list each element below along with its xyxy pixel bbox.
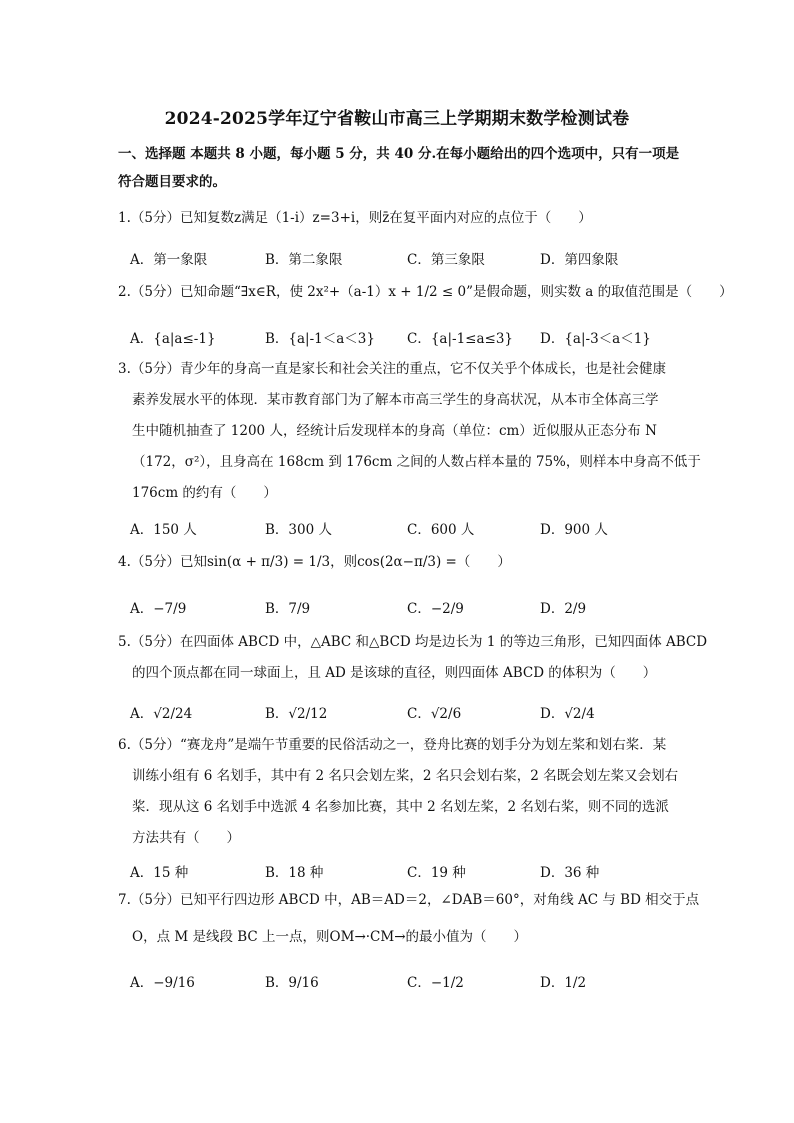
option-d: D．{a|-3＜a＜1} (540, 331, 651, 347)
question-2-options (130, 327, 690, 349)
question-3-stem-line: 176cm 的约有（ ） (132, 485, 277, 501)
option-a: A．−9/16 (130, 975, 195, 991)
question-5-stem-line: 的四个顶点都在同一球面上，且 AD 是该球的直径，则四面体 ABCD 的体积为（ ） (132, 665, 657, 681)
option-b: B．7/9 (265, 601, 311, 617)
question-7-options (130, 971, 690, 993)
question-5-options (130, 702, 690, 724)
option-b: B．18 种 (265, 865, 324, 881)
option-b: B．{a|-1＜a＜3} (265, 331, 375, 347)
question-2 (118, 277, 733, 308)
option-d: D．1/2 (540, 975, 587, 991)
section-line-1: 一、选择题 本题共 8 小题，每小题 5 分，共 40 分.在每小题给出的四个选项中，只有一项是 (118, 146, 680, 162)
option-b: B．9/16 (265, 975, 319, 991)
option-d: D．2/9 (540, 601, 587, 617)
question-6-stem-line: 方法共有（ ） (132, 830, 240, 846)
option-c: C．−2/9 (407, 601, 464, 617)
question-6-stem-line: 桨．现从这 6 名划手中选派 4 名参加比赛，其中 2 名划左桨，2 名划右桨，则不同的选派 (132, 799, 669, 815)
option-a: A．150 人 (130, 522, 197, 538)
exam-title: 2024-2025学年辽宁省鞍山市高三上学期期末数学检测试卷 (164, 109, 630, 129)
question-2-stem: 2.（5分）已知命题“∃x∈R，使 2x²+（a-1）x + 1/2 ≤ 0”是假命题，则实数 a 的取值范围是（ ） (118, 284, 733, 300)
question-3-stem-line: 生中随机抽查了 1200 人，经统计后发现样本的身高（单位：cm）近似服从正态分布 N (132, 423, 657, 439)
option-a: A．15 种 (130, 865, 189, 881)
option-b: B．300 人 (265, 522, 332, 538)
question-4-options (130, 597, 690, 619)
option-a: A．−7/9 (130, 601, 187, 617)
option-a: A．√2/24 (130, 706, 193, 722)
option-c: C．−1/2 (407, 975, 464, 991)
option-a: A．第一象限 (130, 252, 208, 268)
question-1-options (130, 248, 690, 270)
option-a: A．{a|a≤-1} (130, 331, 216, 347)
question-3-stem-line: 素养发展水平的体现．某市教育部门为了解本市高三学生的身高状况，从本市全体高三学 (132, 392, 659, 408)
question-6-stem-line: 训练小组有 6 名划手，其中有 2 名只会划左桨，2 名只会划右桨，2 名既会划左桨又会划右 (132, 768, 679, 784)
option-d: D．900 人 (540, 522, 608, 538)
question-3-options (130, 518, 690, 540)
question-7-stem-line: 7.（5分）已知平行四边形 ABCD 中，AB＝AD＝2，∠DAB＝60°，对角线 AC 与 BD 相交于点 (118, 892, 700, 908)
question-1-stem: 1.（5分）已知复数z满足（1-i）z=3+i，则z̄在复平面内对应的点位于（ ） (118, 210, 592, 226)
question-7-stem-line: O，点 M 是线段 BC 上一点，则OM→·CM→的最小值为（ ） (132, 929, 528, 945)
option-c: C．{a|-1≤a≤3} (407, 331, 514, 347)
option-d: D．36 种 (540, 865, 600, 881)
option-c: C．√2/6 (407, 706, 462, 722)
option-d: D．√2/4 (540, 706, 595, 722)
option-c: C．19 种 (407, 865, 466, 881)
question-4-stem: 4.（5分）已知sin(α + π/3) = 1/3，则cos(2α−π/3) =（ ） (118, 554, 511, 570)
question-5-stem-line: 5.（5分）在四面体 ABCD 中，△ABC 和△BCD 均是边长为 1 的等边三角形，已知四面体 ABCD (118, 634, 708, 650)
question-7 (118, 885, 700, 953)
question-3 (118, 354, 701, 509)
option-b: B．第二象限 (265, 252, 343, 268)
question-1 (118, 203, 694, 234)
question-6 (118, 730, 694, 854)
question-6-options (130, 861, 690, 883)
option-d: D．第四象限 (540, 252, 619, 268)
question-3-stem-line: 3.（5分）青少年的身高一直是家长和社会关注的重点，它不仅关乎个体成长，也是社会健康 (118, 361, 666, 377)
section-line-2: 符合题目要求的。 (118, 174, 226, 190)
question-6-stem-line: 6.（5分）“赛龙舟”是端午节重要的民俗活动之一，登舟比赛的划手分为划左桨和划右桨．某 (118, 737, 667, 753)
option-c: C．600 人 (407, 522, 475, 538)
question-3-stem-line: （172，σ²），且身高在 168cm 到 176cm 之间的人数占样本量的 75%，则样本中身高不低于 (132, 454, 701, 470)
option-b: B．√2/12 (265, 706, 328, 722)
question-4 (118, 547, 694, 578)
option-c: C．第三象限 (407, 252, 485, 268)
question-5 (118, 627, 708, 689)
section-heading (118, 140, 694, 196)
